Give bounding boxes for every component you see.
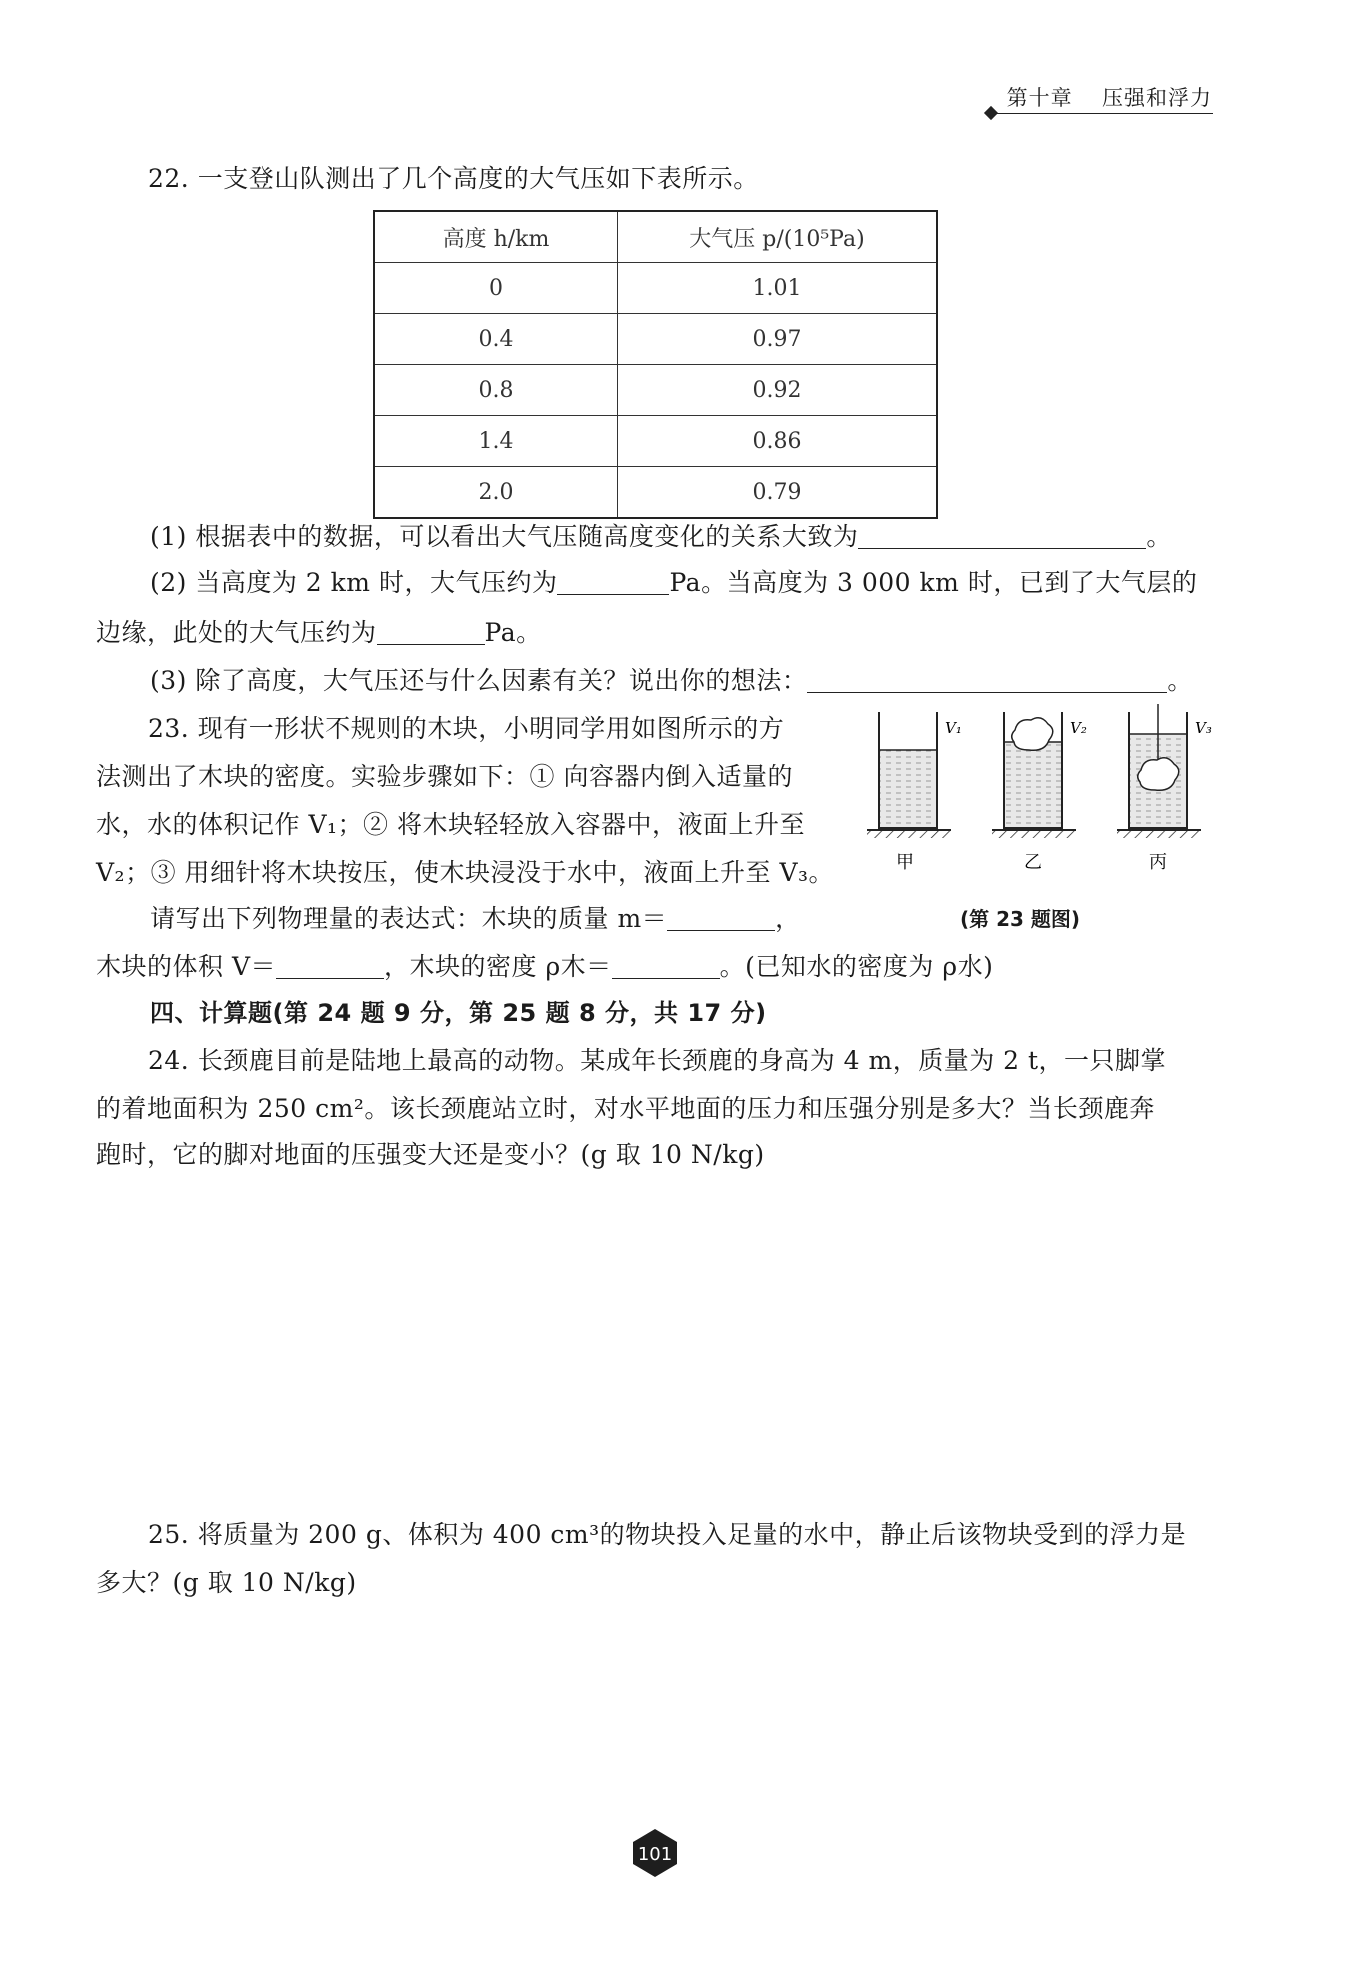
page-number-badge <box>630 1828 680 1878</box>
answer-blank[interactable] <box>667 904 775 931</box>
q24-line: 24. 长颈鹿目前是陆地上最高的动物。某成年长颈鹿的身高为 4 m，质量为 2 t，一只脚掌 <box>148 1046 1167 1075</box>
table-row <box>374 416 937 467</box>
q23-volume-text: 木块的体积 V＝ <box>96 952 277 981</box>
answer-blank[interactable] <box>858 522 1146 549</box>
q22-part3-text: (3) 除了高度，大气压还与什么因素有关？说出你的想法： <box>150 666 808 695</box>
q23-density-text: ，木块的密度 ρ木＝ <box>384 952 612 981</box>
label-v2: V₂ <box>1070 719 1087 737</box>
chapter-number: 第十章 <box>1006 86 1073 110</box>
q23-line: 水，水的体积记作 V₁；② 将木块轻轻放入容器中，液面上升至 <box>96 810 805 839</box>
label-v1: V₁ <box>945 719 962 737</box>
section-title: 四、计算题(第 24 题 9 分，第 25 题 8 分，共 17 分) <box>150 999 767 1027</box>
table-cell: 0.79 <box>618 467 938 519</box>
answer-blank[interactable] <box>612 952 720 979</box>
running-header <box>1007 82 1212 112</box>
q22-part1-text: (1) 根据表中的数据，可以看出大气压随高度变化的关系大致为 <box>150 522 859 551</box>
table-cell: 0.92 <box>618 365 938 416</box>
q25-line: 多大？(g 取 10 N/kg) <box>96 1568 357 1597</box>
q22-part3 <box>150 664 1193 698</box>
answer-blank[interactable] <box>377 618 485 645</box>
table-cell: 0.4 <box>374 314 618 365</box>
beaker-bing <box>1117 704 1212 873</box>
q23-mass-line <box>150 902 801 936</box>
beaker-figure <box>865 700 1225 880</box>
beaker-jia <box>867 712 962 873</box>
q23-note: 。(已知水的密度为 ρ水) <box>719 952 994 981</box>
chapter-title: 压强和浮力 <box>1102 86 1212 110</box>
q22-part2-text-cont: Pa。当高度为 3 000 km 时，已到了大气层的 <box>669 568 1198 597</box>
table-header-cell: 高度 h/km <box>374 211 618 263</box>
answer-blank[interactable] <box>807 666 1167 693</box>
period: 。 <box>1167 666 1193 695</box>
q22-part2-text: 边缘，此处的大气压约为 <box>96 618 377 647</box>
table-row <box>374 314 937 365</box>
name-jia: 甲 <box>896 852 914 873</box>
q23-line: V₂；③ 用细针将木块按压，使木块浸没于水中，液面上升至 V₃。 <box>96 858 835 887</box>
table-cell: 0.86 <box>618 416 938 467</box>
table-row <box>374 467 937 519</box>
q23-mass-text: 请写出下列物理量的表达式：木块的质量 m＝ <box>150 904 668 933</box>
comma: ， <box>775 904 801 933</box>
q22-part1 <box>150 520 1172 554</box>
q22-part2-text: (2) 当高度为 2 km 时，大气压约为 <box>150 568 558 597</box>
table-cell: 0.8 <box>374 365 618 416</box>
table-header-cell: 大气压 p/(10⁵Pa) <box>618 211 938 263</box>
answer-blank[interactable] <box>557 568 669 595</box>
name-yi: 乙 <box>1024 852 1042 873</box>
table-row <box>374 263 937 314</box>
header-rule <box>995 113 1213 114</box>
q23-line: 法测出了木块的密度。实验步骤如下：① 向容器内倒入适量的 <box>96 762 793 791</box>
table-cell: 0.97 <box>618 314 938 365</box>
q24-line: 跑时，它的脚对地面的压强变大还是变小？(g 取 10 N/kg) <box>96 1140 765 1169</box>
table-cell: 2.0 <box>374 467 618 519</box>
table-cell: 1.4 <box>374 416 618 467</box>
q22-stem: 22. 一支登山队测出了几个高度的大气压如下表所示。 <box>148 164 759 193</box>
table-header-row <box>374 211 937 263</box>
label-v3: V₃ <box>1195 719 1212 737</box>
page-number: 101 <box>637 1844 673 1865</box>
table-cell: 0 <box>374 263 618 314</box>
pressure-table <box>373 210 938 519</box>
q22-part2-unit: Pa。 <box>484 618 542 647</box>
beaker-yi <box>992 712 1087 873</box>
q22-part2-line2 <box>96 616 542 650</box>
wood-block <box>1012 718 1053 751</box>
period: 。 <box>1146 522 1172 551</box>
q23-volume-density-line <box>96 950 993 984</box>
q23-line: 23. 现有一形状不规则的木块，小明同学用如图所示的方 <box>148 714 785 743</box>
q22-part2 <box>150 566 1197 600</box>
name-bing: 丙 <box>1149 852 1167 873</box>
q25-line: 25. 将质量为 200 g、体积为 400 cm³的物块投入足量的水中，静止后该物块受到的浮力是 <box>148 1520 1187 1549</box>
table-cell: 1.01 <box>618 263 938 314</box>
q24-line: 的着地面积为 250 cm²。该长颈鹿站立时，对水平地面的压力和压强分别是多大？当长颈鹿奔 <box>96 1094 1155 1123</box>
answer-blank[interactable] <box>276 952 384 979</box>
table-row <box>374 365 937 416</box>
figure-caption: (第 23 题图) <box>960 907 1081 931</box>
